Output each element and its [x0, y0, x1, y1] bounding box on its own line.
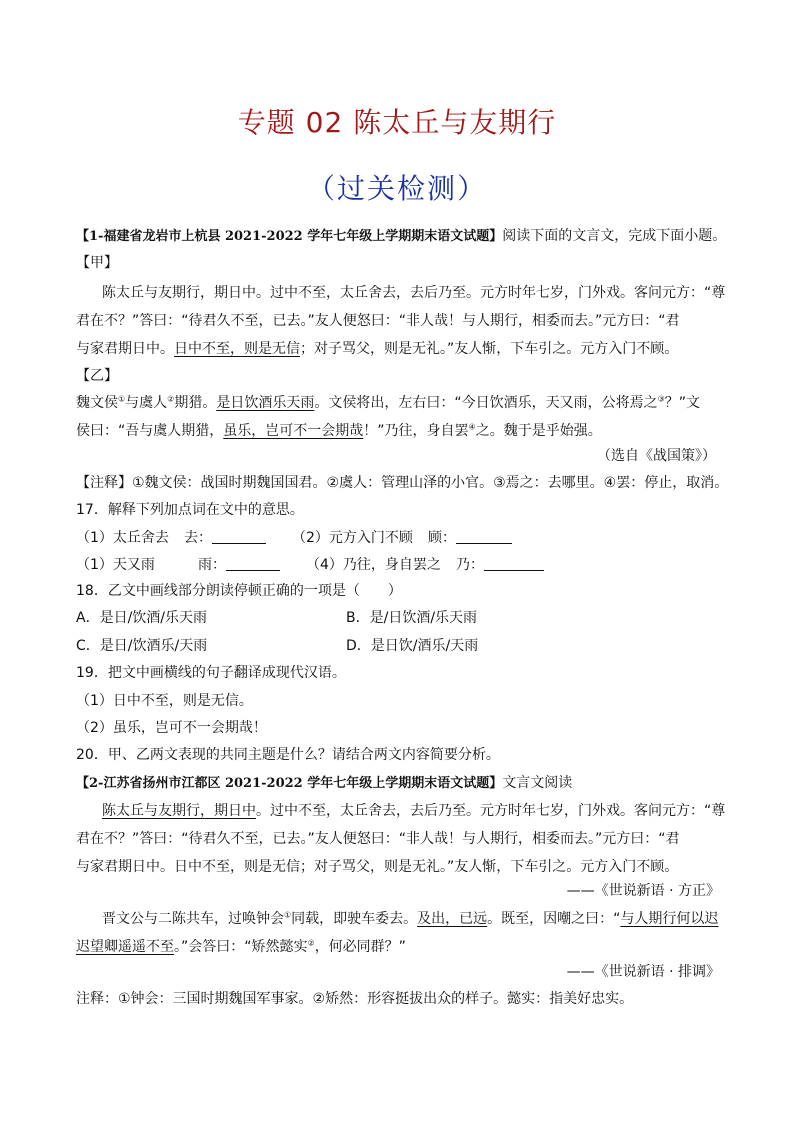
q17-prompt: 17．解释下列加点词在文中的意思。 [76, 502, 304, 518]
jia-text: ；对子骂父，则是无礼。”友人惭，下车引之。元方入门不顾。 [300, 341, 679, 357]
q2-notes: 注释：①钟会：三国时期魏国军事家。②矫然：形容挺拔出众的样子。懿实：指美好忠实。 [76, 991, 634, 1007]
q18-option-d[interactable]: D．是日饮/酒乐/天雨 [346, 638, 479, 654]
q17-key-1: 去： [184, 530, 212, 546]
yi-text: 与虞人 [125, 395, 168, 411]
jia-paragraph-line-3 [76, 339, 678, 359]
q17-row-2b-key [456, 555, 544, 575]
q2-underlined-phrase: 及出，已远 [417, 911, 488, 927]
q17-key-2: 顾： [428, 530, 456, 546]
yi-label: 【乙】 [76, 368, 118, 384]
footnote-marker: ③ [657, 394, 665, 404]
q2-paragraph-line-2: 君在不？”答曰：“待君久不至，已去。”友人便怒曰：“非人哉！与人期行，相委而去。”元方曰：“君 [76, 831, 680, 847]
page-title: 专题 02 陈太丘与友期行 [237, 106, 557, 139]
q2-text: 。”会答曰：“矫然懿实 [174, 939, 308, 955]
q17-key-4: 乃： [456, 557, 484, 573]
q2-text: ，何必同群？” [314, 939, 406, 955]
q2-paragraph-line-3: 与家君期日中。日中不至，则是无信；对子骂父，则是无礼。”友人惭，下车引之。元方入门不顾。 [76, 859, 679, 875]
yi-underlined-sentence: 虽乐，岂可不一会期哉 [223, 423, 364, 439]
jia-paragraph-line-2: 君在不？”答曰：“待君久不至，已去。”友人便怒曰：“非人哉！与人期行，相委而去。”元方曰：“君 [76, 313, 680, 329]
answer-blank[interactable] [456, 529, 512, 544]
yi-text: 期猎。 [174, 395, 217, 411]
answer-blank[interactable] [226, 556, 280, 571]
q19-item-1: （1）日中不至，则是无信。 [76, 693, 253, 709]
q1-notes: 【注释】①魏文侯：战国时期魏国国君。②虞人：管理山泽的小官。③焉之：去哪里。④罢：停止，取消。 [76, 475, 729, 491]
footnote-marker: ④ [468, 422, 476, 432]
yi-underlined-phrase: 是日饮酒乐天雨 [216, 395, 315, 411]
q2-underlined-phrase: 陈太丘与友期行，期日中 [102, 803, 256, 819]
jia-label: 【甲】 [76, 255, 118, 271]
q18-option-c[interactable]: C．是日/饮酒乐/天雨 [76, 638, 208, 654]
q19-prompt: 19．把文中画横线的句子翻译成现代汉语。 [76, 665, 346, 681]
q2-paragraph-line-5 [76, 937, 406, 957]
q2-text: 同载，即驶车委去。 [291, 911, 418, 927]
yi-text: ？”文 [664, 395, 701, 411]
q2-source: 【2-江苏省扬州市江都区 2021-2022 学年七年级上学期期末语文试题】 [76, 776, 503, 791]
q2-source-line [76, 773, 572, 794]
page-subtitle: （过关检测） [306, 172, 487, 205]
yi-text: 之。魏于是乎始强。 [475, 423, 602, 439]
q2-intro: 文言文阅读 [502, 775, 573, 791]
q17-row-1 [76, 528, 169, 548]
answer-blank[interactable] [484, 556, 544, 571]
q20-prompt: 20．甲、乙两文表现的共同主题是什么？请结合两文内容简要分析。 [76, 747, 500, 763]
jia-text: 与家君期日中。 [76, 341, 174, 357]
yi-source: （选自《战国策》） [597, 448, 716, 464]
q1-intro: 阅读下面的文言文，完成下面小题。 [502, 228, 727, 244]
yi-text: 。文侯将出，左右曰：“今日饮酒乐，天又雨，公将焉之 [314, 395, 658, 411]
q18-option-b[interactable]: B．是/日饮酒/乐天雨 [346, 610, 478, 626]
q17-row-1b [292, 528, 413, 548]
jia-paragraph-line-1: 陈太丘与友期行，期日中。过中不至，太丘舍去，去后乃至。元方时年七岁，门外戏。客问元方：“尊 [102, 285, 726, 301]
q2-underlined-sentence: 与人期行何以迟 [620, 911, 719, 927]
q2-text: 晋文公与二陈共车，过唤钟会 [102, 911, 284, 927]
yi-text: ！”乃往，身自罢 [363, 423, 469, 439]
q18-prompt: 18．乙文中画线部分朗读停顿正确的一项是（ ） [76, 583, 402, 599]
q2-source-2: ——《世说新语 · 排调》 [566, 964, 720, 980]
q17-row-2 [76, 555, 155, 575]
footnote-marker: ① [284, 910, 292, 920]
q1-source: 【1-福建省龙岩市上杭县 2021-2022 学年七年级上学期期末语文试题】 [76, 229, 503, 244]
q17-row-1b-key [428, 528, 512, 548]
yi-text: 魏文侯 [76, 395, 118, 411]
footnote-marker: ① [118, 394, 126, 404]
q17-item-1: （1）太丘舍去 [76, 530, 169, 546]
q17-item-2: （2）元方入门不顾 [292, 530, 413, 546]
q17-row-2b [306, 555, 441, 575]
q2-text: 。既至，因嘲之曰：“ [487, 911, 621, 927]
q17-item-3: （1）天又雨 [76, 557, 155, 573]
q17-row-2-key [198, 555, 280, 575]
q18-option-a[interactable]: A．是日/饮酒/乐天雨 [76, 610, 208, 626]
q1-source-line [76, 226, 726, 247]
q17-item-4: （4）乃往，身自罢之 [306, 557, 441, 573]
footnote-marker: ② [307, 938, 315, 948]
answer-blank[interactable] [212, 529, 266, 544]
jia-underlined-sentence: 日中不至，则是无信 [174, 341, 300, 357]
q2-underlined-sentence: 迟望卿遥遥不至 [76, 939, 174, 955]
q2-paragraph-line-4 [102, 909, 718, 929]
q19-item-2: （2）虽乐，岂可不一会期哉！ [76, 720, 267, 736]
q2-text: 。过中不至，太丘舍去，去后乃至。元方时年七岁，门外戏。客问元方：“尊 [256, 803, 726, 819]
q2-source-1: ——《世说新语 · 方正》 [566, 883, 720, 899]
q17-row-1-key [184, 528, 266, 548]
yi-paragraph-line-2 [76, 421, 602, 441]
q17-key-3: 雨： [198, 557, 226, 573]
q2-paragraph-line-1 [102, 801, 725, 821]
yi-paragraph-line-1 [76, 393, 700, 413]
yi-text: 侯曰：“吾与虞人期猎， [76, 423, 224, 439]
footnote-marker: ② [167, 394, 175, 404]
